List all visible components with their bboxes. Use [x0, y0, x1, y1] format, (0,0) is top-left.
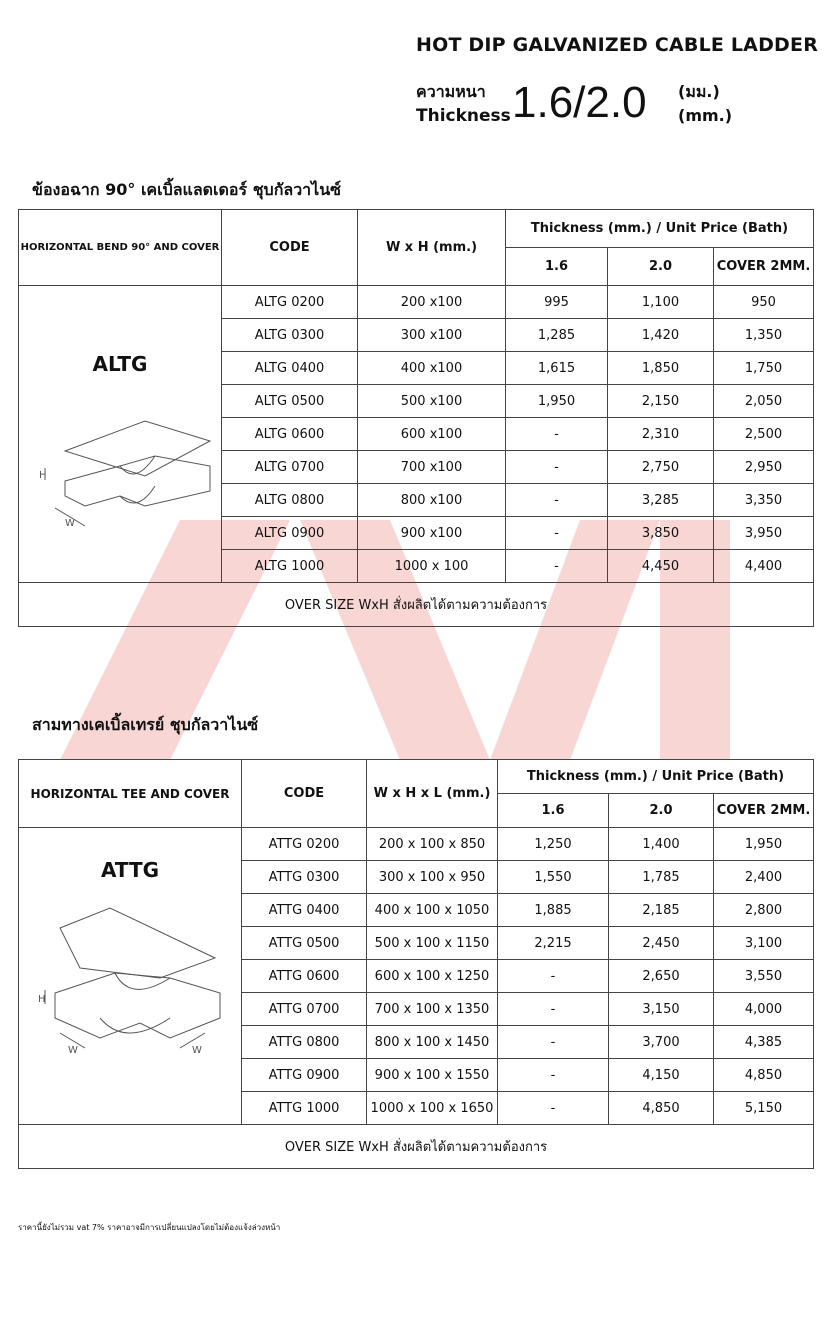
horizontal-bend-diagram [25, 396, 215, 536]
price-1-6-cell: 1,885 [498, 894, 609, 927]
price-table-tee [18, 759, 814, 1169]
price-header: Thickness (mm.) / Unit Price (Bath) [498, 760, 814, 794]
subheader-2-0: 2.0 [609, 794, 714, 828]
size-cell: 300 x 100 x 950 [367, 861, 498, 894]
price-cover-cell: 4,000 [714, 993, 814, 1026]
price-cover-cell: 2,400 [714, 861, 814, 894]
price-2-0-cell: 3,285 [608, 484, 714, 517]
table-row [19, 828, 814, 861]
price-2-0-cell: 4,850 [609, 1092, 714, 1125]
product-header: HORIZONTAL BEND 90° AND COVER [19, 210, 222, 286]
price-2-0-cell: 1,850 [608, 352, 714, 385]
code-cell: ATTG 0200 [242, 828, 367, 861]
size-cell: 500 x100 [358, 385, 506, 418]
code-cell: ATTG 1000 [242, 1092, 367, 1125]
thickness-label-en: Thickness [416, 106, 511, 126]
price-1-6-cell: 1,285 [506, 319, 608, 352]
price-cover-cell: 3,100 [714, 927, 814, 960]
price-2-0-cell: 3,850 [608, 517, 714, 550]
code-cell: ATTG 0600 [242, 960, 367, 993]
code-cell: ATTG 0400 [242, 894, 367, 927]
price-cover-cell: 1,350 [714, 319, 814, 352]
product-code: ALTG [92, 352, 148, 376]
price-cover-cell: 950 [714, 286, 814, 319]
size-cell: 800 x100 [358, 484, 506, 517]
code-header: CODE [222, 210, 358, 286]
price-cover-cell: 2,800 [714, 894, 814, 927]
price-1-6-cell: - [498, 1026, 609, 1059]
price-2-0-cell: 2,150 [608, 385, 714, 418]
price-cover-cell: 2,500 [714, 418, 814, 451]
code-cell: ALTG 1000 [222, 550, 358, 583]
price-cover-cell: 2,950 [714, 451, 814, 484]
price-1-6-cell: 1,550 [498, 861, 609, 894]
subheader-1-6: 1.6 [498, 794, 609, 828]
price-cover-cell: 4,385 [714, 1026, 814, 1059]
thickness-label-th: ความหนา [416, 82, 486, 101]
oversize-note: OVER SIZE WxH สั่งผลิตได้ตามความต้องการ [19, 1125, 814, 1169]
size-cell: 800 x 100 x 1450 [367, 1026, 498, 1059]
svg-text:W: W [65, 518, 75, 529]
subheader-cover: COVER 2MM. [714, 248, 814, 286]
subheader-cover: COVER 2MM. [714, 794, 814, 828]
price-2-0-cell: 2,450 [609, 927, 714, 960]
code-cell: ATTG 0800 [242, 1026, 367, 1059]
section-title-tee: สามทางเคเบิ้ลเทรย์ ชุบกัลวาไนซ์ [32, 715, 259, 734]
price-1-6-cell: 2,215 [498, 927, 609, 960]
price-1-6-cell: 995 [506, 286, 608, 319]
page-title: HOT DIP GALVANIZED CABLE LADDER [416, 34, 819, 56]
horizontal-tee-diagram [30, 898, 230, 1058]
price-1-6-cell: - [506, 517, 608, 550]
table-row [19, 286, 814, 319]
unit-label-en: (mm.) [678, 106, 733, 125]
size-cell: 600 x 100 x 1250 [367, 960, 498, 993]
price-cover-cell: 5,150 [714, 1092, 814, 1125]
price-1-6-cell: - [506, 484, 608, 517]
code-cell: ALTG 0500 [222, 385, 358, 418]
product-cell-altg [19, 286, 222, 583]
price-2-0-cell: 1,420 [608, 319, 714, 352]
price-1-6-cell: - [498, 960, 609, 993]
price-1-6-cell: 1,950 [506, 385, 608, 418]
size-header: W x H x L (mm.) [367, 760, 498, 828]
price-1-6-cell: - [498, 993, 609, 1026]
price-1-6-cell: - [506, 550, 608, 583]
product-code: ATTG [100, 858, 160, 882]
price-cover-cell: 1,750 [714, 352, 814, 385]
subheader-2-0: 2.0 [608, 248, 714, 286]
code-cell: ALTG 0200 [222, 286, 358, 319]
svg-text:H: H [39, 470, 47, 481]
price-1-6-cell: - [498, 1059, 609, 1092]
code-cell: ATTG 0700 [242, 993, 367, 1026]
size-cell: 1000 x 100 x 1650 [367, 1092, 498, 1125]
code-cell: ALTG 0900 [222, 517, 358, 550]
code-cell: ALTG 0800 [222, 484, 358, 517]
price-header: Thickness (mm.) / Unit Price (Bath) [506, 210, 814, 248]
svg-text:W: W [68, 1045, 78, 1056]
price-table-bend [18, 209, 814, 627]
code-cell: ATTG 0900 [242, 1059, 367, 1092]
code-cell: ATTG 0500 [242, 927, 367, 960]
price-1-6-cell: - [506, 418, 608, 451]
price-2-0-cell: 2,750 [608, 451, 714, 484]
price-1-6-cell: 1,615 [506, 352, 608, 385]
code-cell: ALTG 0700 [222, 451, 358, 484]
price-2-0-cell: 2,185 [609, 894, 714, 927]
size-cell: 200 x100 [358, 286, 506, 319]
size-cell: 200 x 100 x 850 [367, 828, 498, 861]
price-2-0-cell: 2,650 [609, 960, 714, 993]
price-cover-cell: 1,950 [714, 828, 814, 861]
price-1-6-cell: 1,250 [498, 828, 609, 861]
size-cell: 600 x100 [358, 418, 506, 451]
size-cell: 500 x 100 x 1150 [367, 927, 498, 960]
price-1-6-cell: - [506, 451, 608, 484]
code-cell: ATTG 0300 [242, 861, 367, 894]
price-2-0-cell: 3,150 [609, 993, 714, 1026]
price-2-0-cell: 3,700 [609, 1026, 714, 1059]
code-cell: ALTG 0600 [222, 418, 358, 451]
code-cell: ALTG 0300 [222, 319, 358, 352]
footnote: ราคานี้ยังไม่รวม vat 7% ราคาอาจมีการเปลี่ยนแปลงโดยไม่ต้องแจ้งล่วงหน้า [18, 1223, 281, 1232]
size-cell: 1000 x 100 [358, 550, 506, 583]
price-cover-cell: 2,050 [714, 385, 814, 418]
price-2-0-cell: 4,450 [608, 550, 714, 583]
size-cell: 300 x100 [358, 319, 506, 352]
size-cell: 400 x 100 x 1050 [367, 894, 498, 927]
price-cover-cell: 4,850 [714, 1059, 814, 1092]
size-cell: 900 x 100 x 1550 [367, 1059, 498, 1092]
size-cell: 400 x100 [358, 352, 506, 385]
price-2-0-cell: 1,100 [608, 286, 714, 319]
price-2-0-cell: 1,785 [609, 861, 714, 894]
unit-label-th: (มม.) [678, 82, 720, 101]
price-1-6-cell: - [498, 1092, 609, 1125]
size-cell: 900 x100 [358, 517, 506, 550]
size-cell: 700 x 100 x 1350 [367, 993, 498, 1026]
code-cell: ALTG 0400 [222, 352, 358, 385]
price-2-0-cell: 2,310 [608, 418, 714, 451]
code-header: CODE [242, 760, 367, 828]
price-cover-cell: 3,550 [714, 960, 814, 993]
price-cover-cell: 3,950 [714, 517, 814, 550]
price-2-0-cell: 4,150 [609, 1059, 714, 1092]
product-header: HORIZONTAL TEE AND COVER [19, 760, 242, 828]
svg-text:H: H [38, 994, 46, 1005]
subheader-1-6: 1.6 [506, 248, 608, 286]
thickness-value: 1.6/2.0 [512, 78, 647, 127]
product-cell-attg [19, 828, 242, 1125]
size-header: W x H (mm.) [358, 210, 506, 286]
svg-text:W: W [192, 1045, 202, 1056]
price-cover-cell: 4,400 [714, 550, 814, 583]
oversize-note: OVER SIZE WxH สั่งผลิตได้ตามความต้องการ [19, 583, 814, 627]
price-cover-cell: 3,350 [714, 484, 814, 517]
size-cell: 700 x100 [358, 451, 506, 484]
section-title-bend: ข้องอฉาก 90° เคเบิ้ลแลดเดอร์ ชุบกัลวาไนซ์ [32, 180, 342, 199]
price-2-0-cell: 1,400 [609, 828, 714, 861]
